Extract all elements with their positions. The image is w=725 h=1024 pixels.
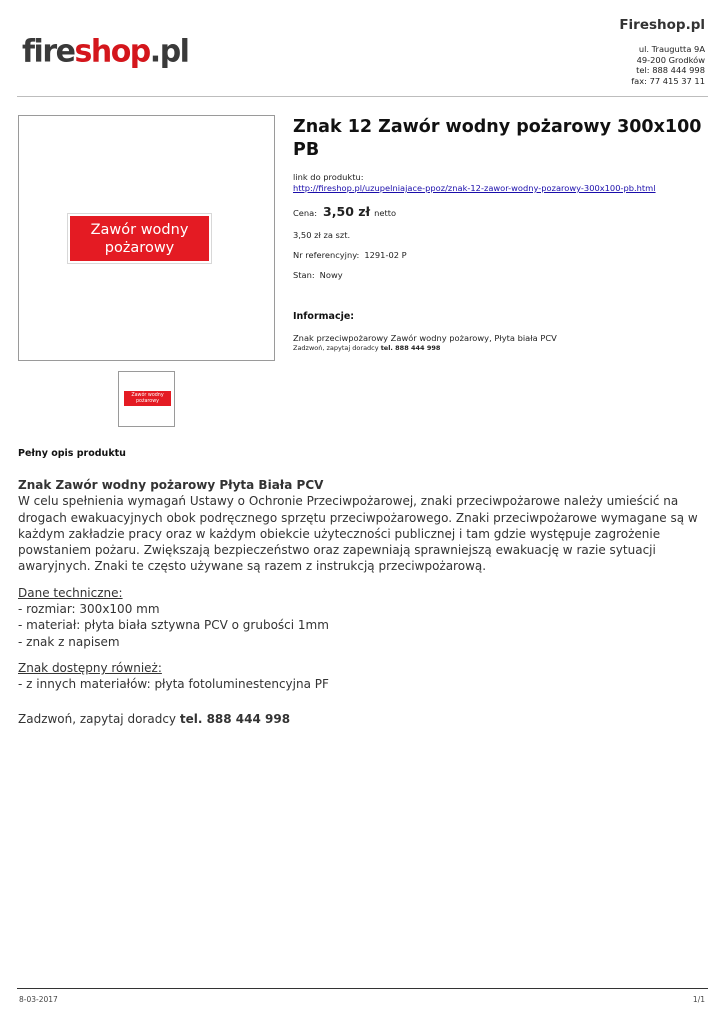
availability-heading: Znak dostępny również: <box>18 660 162 675</box>
tech-item: - materiał: płyta biała sztywna PCV o grubości 1mm <box>18 618 329 633</box>
availability-item: - z innych materiałów: płyta fotoluminestencyjna PF <box>18 677 329 692</box>
description-call-prefix: Zadzwoń, zapytaj doradcy <box>18 711 177 726</box>
header-divider <box>17 96 708 97</box>
product-thumbnail[interactable] <box>118 371 175 427</box>
footer-divider <box>17 988 708 989</box>
reference-value: 1291-02 P <box>364 250 407 260</box>
price-suffix: netto <box>374 208 397 218</box>
description-call <box>18 711 713 727</box>
info-text: Znak przeciwpożarowy Zawór wodny pożarowy, Płyta biała PCV <box>293 333 557 343</box>
logo-text-fire: fire <box>22 33 75 70</box>
product-link-label: link do produktu: <box>293 172 364 182</box>
price-per-unit: 3,50 zł za szt. <box>293 230 351 240</box>
info-call <box>293 344 440 352</box>
full-description-heading: Pełny opis produktu <box>18 448 126 459</box>
thumb-sign-line1: Zawór wodny <box>131 392 164 398</box>
product-main-image[interactable] <box>18 115 275 361</box>
tech-item: - znak z napisem <box>18 634 120 649</box>
condition-row <box>293 270 343 280</box>
description-paragraph: W celu spełnienia wymagań Ustawy o Ochronie Przeciwpożarowej, znaki przeciwpożarowe należy umieścić na drogach ewakuacyjnych obok podręcznego sprzętu przeciwpożarowego. Znaki przeciwpożarowe wymagane są w każdym zakładzie pracy oraz w każdym obiekcie użyteczności publicznej i tam gdzie występuje zagrożenie powstaniem pożaru. Zwiększają bezpieczeństwo oraz zapewniają sprawniejszą ewakuację w razie sytuacji awaryjnych. Znaki te często używane są razem z instrukcją przeciwpożarową. <box>18 494 698 574</box>
tech-heading: Dane techniczne: <box>18 585 123 600</box>
full-description <box>18 477 713 727</box>
logo-text-shop: shop <box>74 33 150 70</box>
thumbnail-sign-image <box>123 390 172 407</box>
price-row <box>293 204 396 219</box>
sign-text-line1: Zawór wodny <box>90 221 189 238</box>
price-label: Cena: <box>293 208 318 218</box>
shop-name: Fireshop.pl <box>619 17 705 33</box>
sign-image <box>68 214 211 263</box>
shop-address <box>631 44 705 86</box>
sign-text-line2: pożarowy <box>104 239 175 256</box>
footer-date: 8-03-2017 <box>19 995 58 1004</box>
price-value: 3,50 zł <box>323 204 371 219</box>
condition-label: Stan: <box>293 270 315 280</box>
info-call-phone: tel. 888 444 998 <box>380 344 441 352</box>
description-call-phone: tel. 888 444 998 <box>179 711 291 726</box>
logo-text-pl: .pl <box>149 33 189 70</box>
address-city: 49-200 Grodków <box>636 54 705 65</box>
condition-value: Nowy <box>319 270 343 280</box>
tech-item: - rozmiar: 300x100 mm <box>18 602 160 617</box>
footer-page-number: 1/1 <box>692 995 705 1004</box>
address-phone: tel: 888 444 998 <box>636 65 705 75</box>
fireshop-logo[interactable] <box>22 33 188 70</box>
info-call-prefix: Zadzwoń, zapytaj doradcy <box>293 344 379 352</box>
product-link[interactable]: http://fireshop.pl/uzupelniajace-ppoz/znak-12-zawor-wodny-pozarowy-300x100-pb.html <box>293 183 656 193</box>
address-street: ul. Traugutta 9A <box>638 44 705 54</box>
description-title: Znak Zawór wodny pożarowy Płyta Biała PCV <box>18 478 324 492</box>
address-fax: fax: 77 415 37 11 <box>631 75 705 86</box>
thumb-sign-line2: pożarowy <box>135 398 159 404</box>
reference-row <box>293 250 407 260</box>
product-title: Znak 12 Zawór wodny pożarowy 300x100 PB <box>293 117 702 160</box>
reference-label: Nr referencyjny: <box>293 250 360 260</box>
info-heading: Informacje: <box>293 311 355 322</box>
